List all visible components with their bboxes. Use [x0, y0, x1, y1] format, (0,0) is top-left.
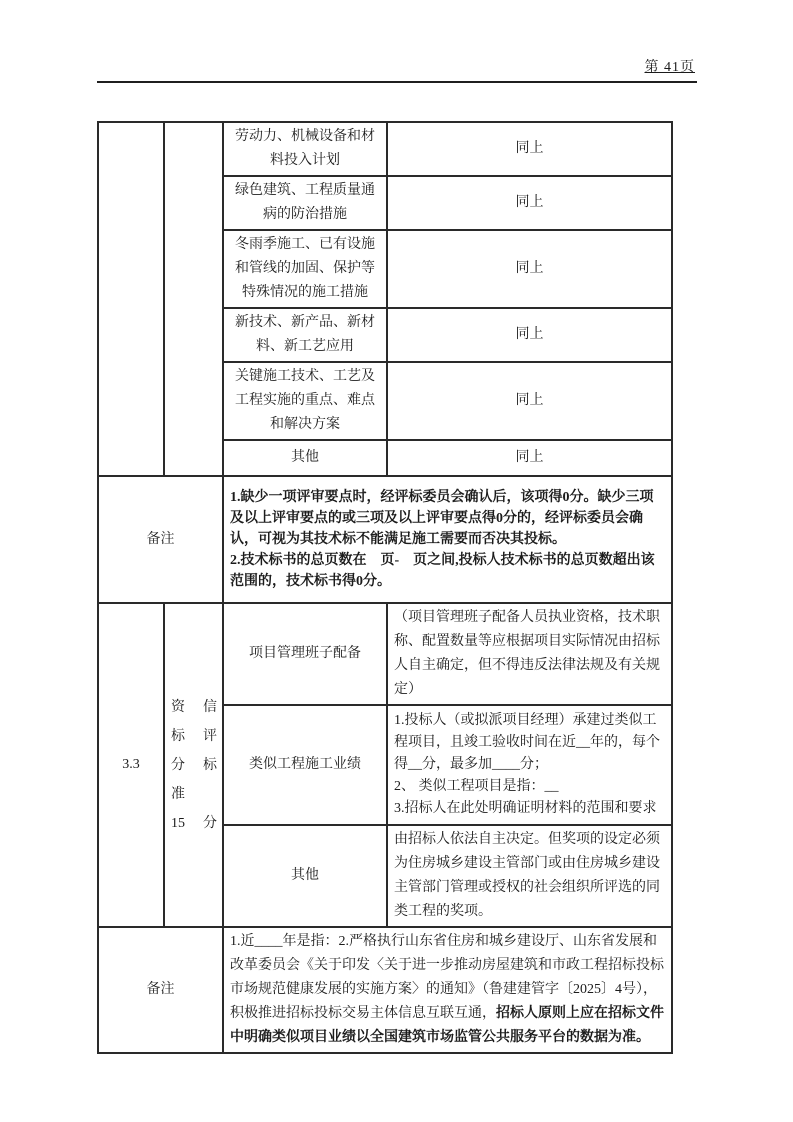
remark-item: 1.缺少一项评审要点时，经评标委员会确认后，该项得0分。缺少三项及以上评审要点的或三项及以上评审要点得0分的，经评标委员会确认，可视为其技术标不能满足施工需要而否决其投标。	[230, 490, 654, 547]
category-line: 资信	[171, 699, 217, 715]
content-cell: 同上	[387, 308, 672, 362]
content-cell: 同上	[387, 122, 672, 176]
remark-label: 备注	[98, 927, 223, 1053]
content-item: 3.招标人在此处明确证明材料的范围和要求	[394, 801, 657, 816]
header-rule	[97, 81, 697, 83]
content-item: 1.投标人（或拟派项目经理）承建过类似工程项目，且竣工验收时间在近__年的，每个得__分，最多加____分；	[394, 713, 660, 772]
remark-content	[223, 476, 672, 603]
criterion-cell: 新技术、新产品、新材料、新工艺应用	[223, 308, 387, 362]
page-number: 第 41页	[644, 60, 695, 75]
remark-content	[223, 927, 672, 1053]
criterion-cell: 其他	[223, 825, 387, 927]
remark-row	[98, 476, 672, 603]
remark-item: 2.技术标书的总页数在 页- 页之间,投标人技术标书的总页数超出该范围的，技术标书得0分。	[230, 553, 655, 589]
criterion-cell: 劳动力、机械设备和材料投入计划	[223, 122, 387, 176]
content-cell: 同上	[387, 230, 672, 308]
criterion-cell: 类似工程施工业绩	[223, 705, 387, 825]
content-cell	[387, 705, 672, 825]
criterion-cell: 项目管理班子配备	[223, 603, 387, 705]
category-line: 准	[171, 786, 185, 802]
section-id-cell-empty	[98, 122, 164, 476]
remark-bold-text: 招标人原则上应在招标文件中明确类似项目业绩以全国建筑市场监管公共服务平台的数据为准。	[230, 1006, 664, 1045]
table-row	[98, 603, 672, 705]
section-id-cell: 3.3	[98, 603, 164, 927]
category-cell-empty	[164, 122, 223, 476]
content-cell: （项目管理班子配备人员执业资格，技术职称、配置数量等应根据项目实际情况由招标人自主确定，但不得违反法律法规及有关规定）	[387, 603, 672, 705]
evaluation-table	[97, 121, 673, 1054]
table-row	[98, 122, 672, 176]
content-cell: 同上	[387, 176, 672, 230]
content-cell: 同上	[387, 362, 672, 440]
content-cell: 同上	[387, 440, 672, 476]
category-line: 分标	[171, 757, 217, 773]
category-cell	[164, 603, 223, 927]
category-line: 标评	[171, 728, 217, 744]
criterion-cell: 冬雨季施工、已有设施和管线的加固、保护等特殊情况的施工措施	[223, 230, 387, 308]
criterion-cell: 绿色建筑、工程质量通病的防治措施	[223, 176, 387, 230]
remark-label: 备注	[98, 476, 223, 603]
remark-normal-text: 1.近____年是指：2.严格执行山东省住房和城乡建设厅、山东省发展和改革委员会《关于印发〈关于进一步推动房屋建筑和市政工程招标投标市场规范健康发展的实施方案〉的通知》（鲁建建管字〔2025〕4号），积极推进招标投标交易主体信息互联互通，	[230, 934, 664, 1021]
remark-row	[98, 927, 672, 1053]
content-cell: 由招标人依法自主决定。但奖项的设定必须为住房城乡建设主管部门或由住房城乡建设主管部门管理或授权的社会组织所评选的同类工程的奖项。	[387, 825, 672, 927]
content-item: 2、 类似工程项目是指：__	[394, 779, 559, 794]
criterion-cell: 其他	[223, 440, 387, 476]
category-line: 15 分	[171, 815, 217, 831]
criterion-cell: 关键施工技术、工艺及工程实施的重点、难点和解决方案	[223, 362, 387, 440]
